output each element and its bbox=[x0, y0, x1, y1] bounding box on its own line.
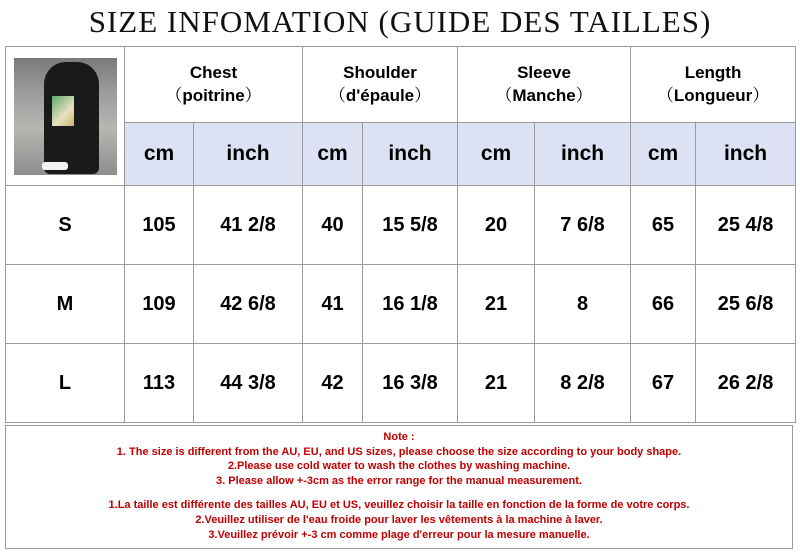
header-length: Length （Longueur） bbox=[631, 47, 796, 123]
value-cell: 44 3/8 bbox=[194, 344, 303, 423]
value-cell: 41 bbox=[303, 265, 363, 344]
value-cell: 113 bbox=[125, 344, 194, 423]
unit-cm: cm bbox=[631, 123, 696, 186]
table-row bbox=[6, 186, 796, 265]
unit-inch: inch bbox=[535, 123, 631, 186]
value-cell: 40 bbox=[303, 186, 363, 265]
page-title: SIZE INFOMATION (GUIDE DES TAILLES) bbox=[88, 4, 712, 39]
value-cell: 66 bbox=[631, 265, 696, 344]
value-cell: 16 1/8 bbox=[363, 265, 458, 344]
header-shoulder: Shoulder （d'épaule） bbox=[303, 47, 458, 123]
note-line: 1. The size is different from the AU, EU, and US sizes, please choose the size according to your body shape. bbox=[116, 445, 682, 458]
value-cell: 42 bbox=[303, 344, 363, 423]
note-line: 2.Please use cold water to wash the clothes by washing machine. bbox=[227, 460, 571, 473]
value-cell: 65 bbox=[631, 186, 696, 265]
value-cell: 41 2/8 bbox=[194, 186, 303, 265]
value-cell: 26 2/8 bbox=[696, 344, 796, 423]
unit-cm: cm bbox=[125, 123, 194, 186]
value-cell: 16 3/8 bbox=[363, 344, 458, 423]
unit-inch: inch bbox=[363, 123, 458, 186]
value-cell: 67 bbox=[631, 344, 696, 423]
notes-box bbox=[5, 425, 793, 549]
unit-inch: inch bbox=[194, 123, 303, 186]
size-label: M bbox=[6, 265, 125, 344]
unit-cm: cm bbox=[458, 123, 535, 186]
value-cell: 109 bbox=[125, 265, 194, 344]
table-row bbox=[6, 265, 796, 344]
value-cell: 25 6/8 bbox=[696, 265, 796, 344]
notes-title: Note : bbox=[383, 431, 415, 443]
value-cell: 8 2/8 bbox=[535, 344, 631, 423]
value-cell: 21 bbox=[458, 344, 535, 423]
value-cell: 25 4/8 bbox=[696, 186, 796, 265]
header-sleeve: Sleeve （Manche） bbox=[458, 47, 631, 123]
note-line: 2.Veuillez utiliser de l'eau froide pour laver les vêtements à la machine à laver. bbox=[195, 513, 603, 526]
size-label: L bbox=[6, 344, 125, 423]
value-cell: 21 bbox=[458, 265, 535, 344]
unit-inch: inch bbox=[696, 123, 796, 186]
size-label: S bbox=[6, 186, 125, 265]
value-cell: 42 6/8 bbox=[194, 265, 303, 344]
note-line: 3.Veuillez prévoir +-3 cm comme plage d'erreur pour la mesure manuelle. bbox=[208, 528, 590, 541]
header-chest: Chest （poitrine） bbox=[125, 47, 303, 123]
value-cell: 8 bbox=[535, 265, 631, 344]
value-cell: 20 bbox=[458, 186, 535, 265]
note-line: 3. Please allow +-3cm as the error range for the manual measurement. bbox=[216, 474, 582, 487]
value-cell: 7 6/8 bbox=[535, 186, 631, 265]
unit-cm: cm bbox=[303, 123, 363, 186]
size-table bbox=[5, 46, 796, 423]
product-photo-cell bbox=[6, 47, 125, 186]
value-cell: 15 5/8 bbox=[363, 186, 458, 265]
product-photo bbox=[14, 58, 117, 175]
value-cell: 105 bbox=[125, 186, 194, 265]
table-row bbox=[6, 344, 796, 423]
note-line: 1.La taille est différente des tailles AU, EU et US, veuillez choisir la taille en fonction de la forme de votre corps. bbox=[108, 499, 690, 512]
